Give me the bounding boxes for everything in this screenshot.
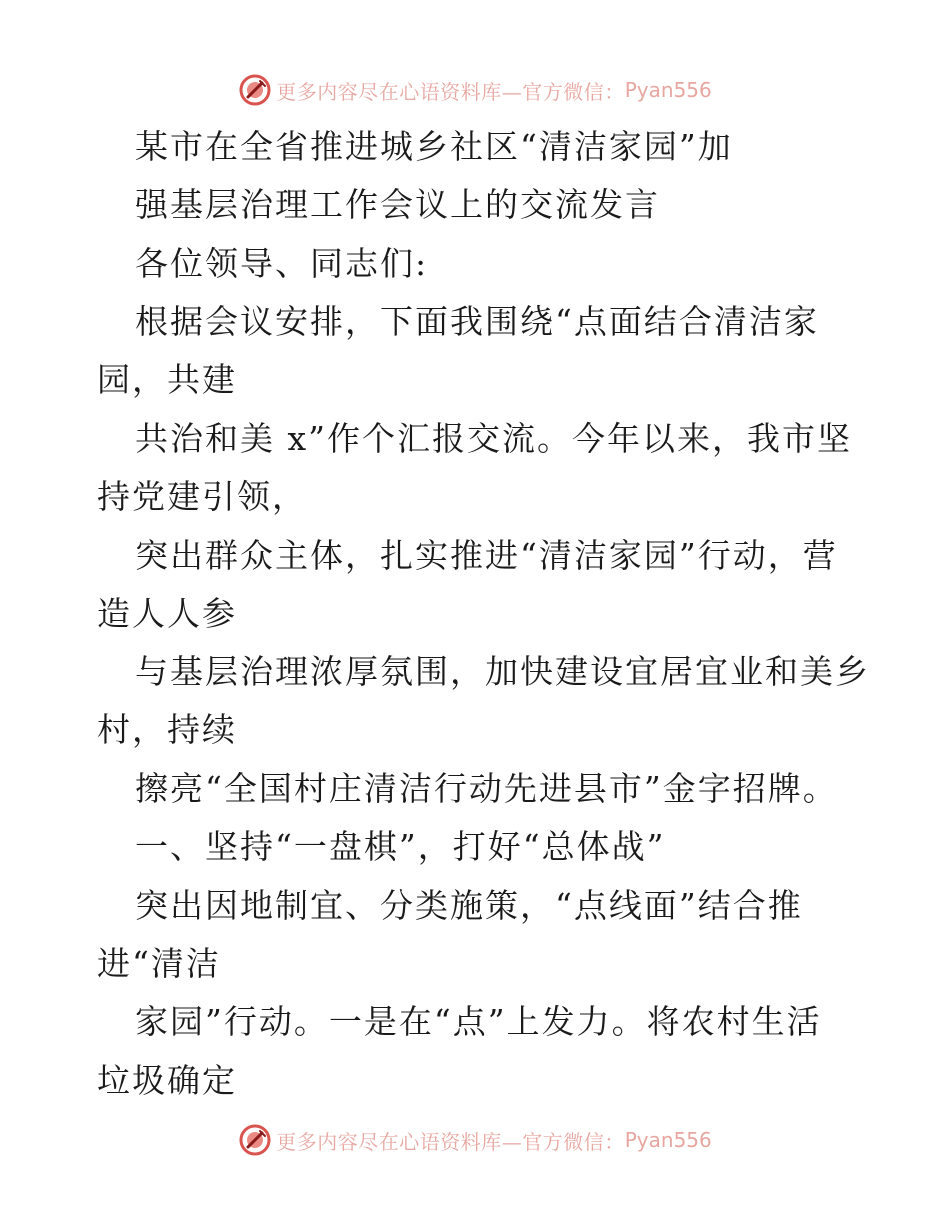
watermark-text: 更多内容尽在心语资料库—官方微信： [276, 1129, 625, 1154]
paragraph-line: 家园”行动。一是在“点”上发力。将农村生活 [135, 1002, 822, 1041]
footer-watermark [0, 1120, 950, 1160]
paragraph-line: 突出因地制宜、分类施策，“点线面”结合推 [135, 886, 803, 925]
section-heading: 一、坚持“一盘棋”，打好“总体战” [135, 827, 666, 866]
paragraph-line: 进“清洁 [97, 944, 221, 983]
paragraph-line: 根据会议安排，下面我围绕“点面结合清洁家 [135, 302, 819, 341]
watermark-wechat-id: Pyan556 [624, 78, 712, 102]
salutation: 各位领导、同志们: [135, 244, 429, 283]
paragraph-line: 与基层治理浓厚氛围，加快建设宜居宜业和美乡 [135, 652, 870, 691]
paragraph-line: 持党建引领， [97, 477, 307, 516]
paragraph-line: 突出群众主体，扎实推进“清洁家园”行动，营 [135, 536, 838, 575]
paragraph-line: 垃圾确定 [97, 1061, 237, 1100]
paragraph-line: 园，共建 [97, 360, 237, 399]
paragraph-line: 造人人参 [97, 594, 237, 633]
seal-logo-icon [238, 73, 272, 107]
seal-logo-icon [238, 1123, 272, 1157]
title-line-2: 强基层治理工作会议上的交流发言 [135, 185, 660, 224]
watermark-wechat-id: Pyan556 [624, 1128, 712, 1152]
paragraph-line: 擦亮“全国村庄清洁行动先进县市”金字招牌。 [135, 769, 838, 808]
paragraph-line: 村，持续 [97, 710, 237, 749]
paragraph-line: 共治和美 x”作个汇报交流。今年以来，我市坚 [135, 419, 852, 458]
header-watermark [0, 70, 950, 110]
watermark-text: 更多内容尽在心语资料库—官方微信： [276, 79, 625, 104]
title-line-1: 某市在全省推进城乡社区“清洁家园”加 [135, 127, 733, 166]
